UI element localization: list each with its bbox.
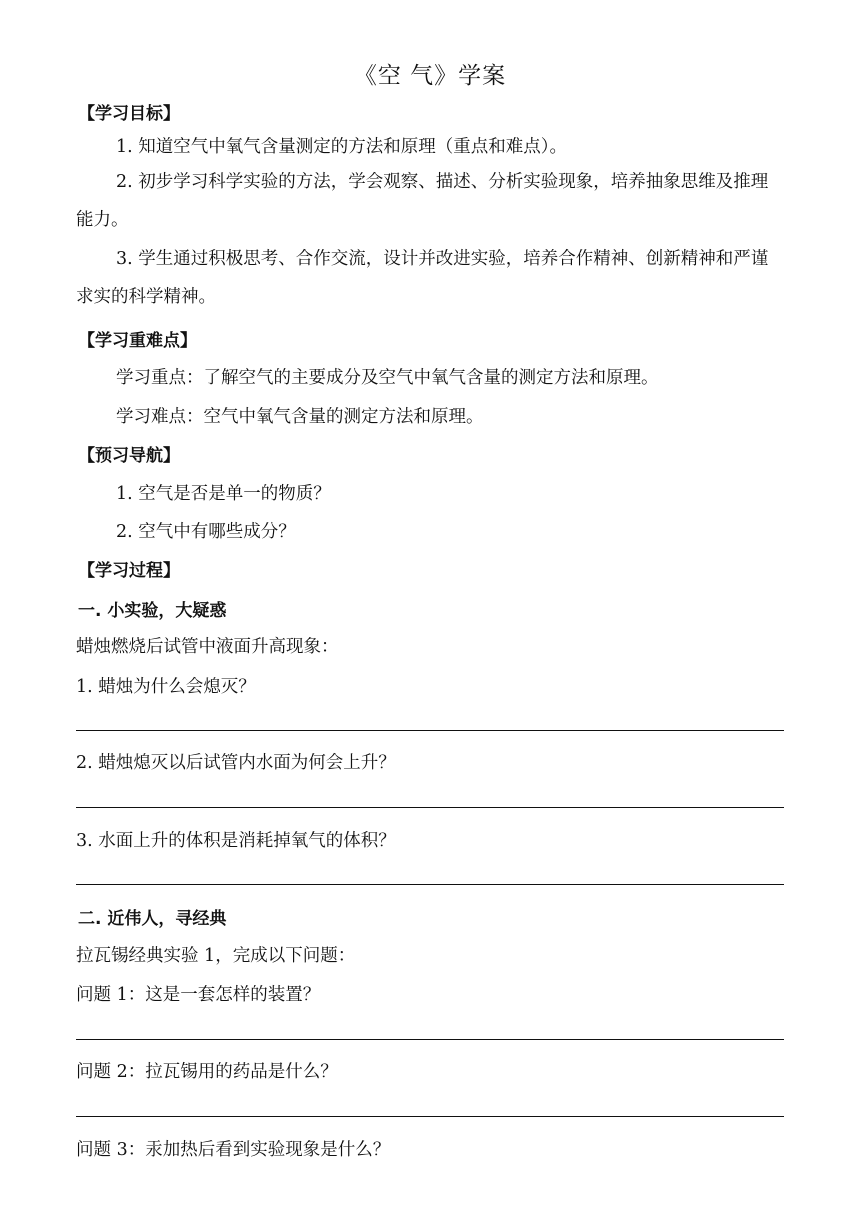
answer-line bbox=[76, 807, 784, 808]
answer-line bbox=[76, 1039, 784, 1040]
preview-item-2: 2. 空气中有哪些成分？ bbox=[116, 522, 296, 542]
section1-question-1: 1. 蜡烛为什么会熄灭？ bbox=[76, 677, 256, 697]
preview-heading: 【预习导航】 bbox=[78, 446, 180, 466]
keypoints-difficulty: 学习难点：空气中氧气含量的测定方法和原理。 bbox=[116, 407, 484, 427]
section2-question-1: 问题 1：这是一套怎样的装置？ bbox=[76, 985, 321, 1005]
page-title: 《空 气》学案 bbox=[353, 63, 507, 89]
section2-title: 二. 近伟人，寻经典 bbox=[78, 909, 227, 929]
answer-line bbox=[76, 884, 784, 885]
answer-line bbox=[76, 1116, 784, 1117]
keypoints-heading: 【学习重难点】 bbox=[78, 331, 197, 351]
section2-question-2: 问题 2：拉瓦锡用的药品是什么？ bbox=[76, 1062, 338, 1082]
section2-intro: 拉瓦锡经典实验 1，完成以下问题： bbox=[76, 946, 356, 966]
process-heading: 【学习过程】 bbox=[78, 561, 180, 581]
section1-title: 一. 小实验，大疑惑 bbox=[78, 601, 227, 621]
answer-line bbox=[76, 730, 784, 731]
goal-item-1: 1. 知道空气中氧气含量测定的方法和原理（重点和难点）。 bbox=[116, 137, 568, 157]
section2-question-3: 问题 3：汞加热后看到实验现象是什么？ bbox=[76, 1140, 391, 1160]
section1-intro: 蜡烛燃烧后试管中液面升高现象： bbox=[76, 637, 339, 657]
goals-heading: 【学习目标】 bbox=[78, 104, 180, 124]
preview-item-1: 1. 空气是否是单一的物质？ bbox=[116, 484, 331, 504]
goal-item-2: 2. 初步学习科学实验的方法，学会观察、描述、分析实验现象，培养抽象思维及推理能力。 bbox=[76, 172, 769, 230]
goal-item-3: 3. 学生通过积极思考、合作交流，设计并改进实验，培养合作精神、创新精神和严谨求实的科学精神。 bbox=[76, 249, 769, 307]
section1-question-3: 3. 水面上升的体积是消耗掉氧气的体积？ bbox=[76, 831, 396, 851]
section1-question-2: 2. 蜡烛熄灭以后试管内水面为何会上升？ bbox=[76, 753, 396, 773]
keypoints-focus: 学习重点：了解空气的主要成分及空气中氧气含量的测定方法和原理。 bbox=[116, 368, 659, 388]
